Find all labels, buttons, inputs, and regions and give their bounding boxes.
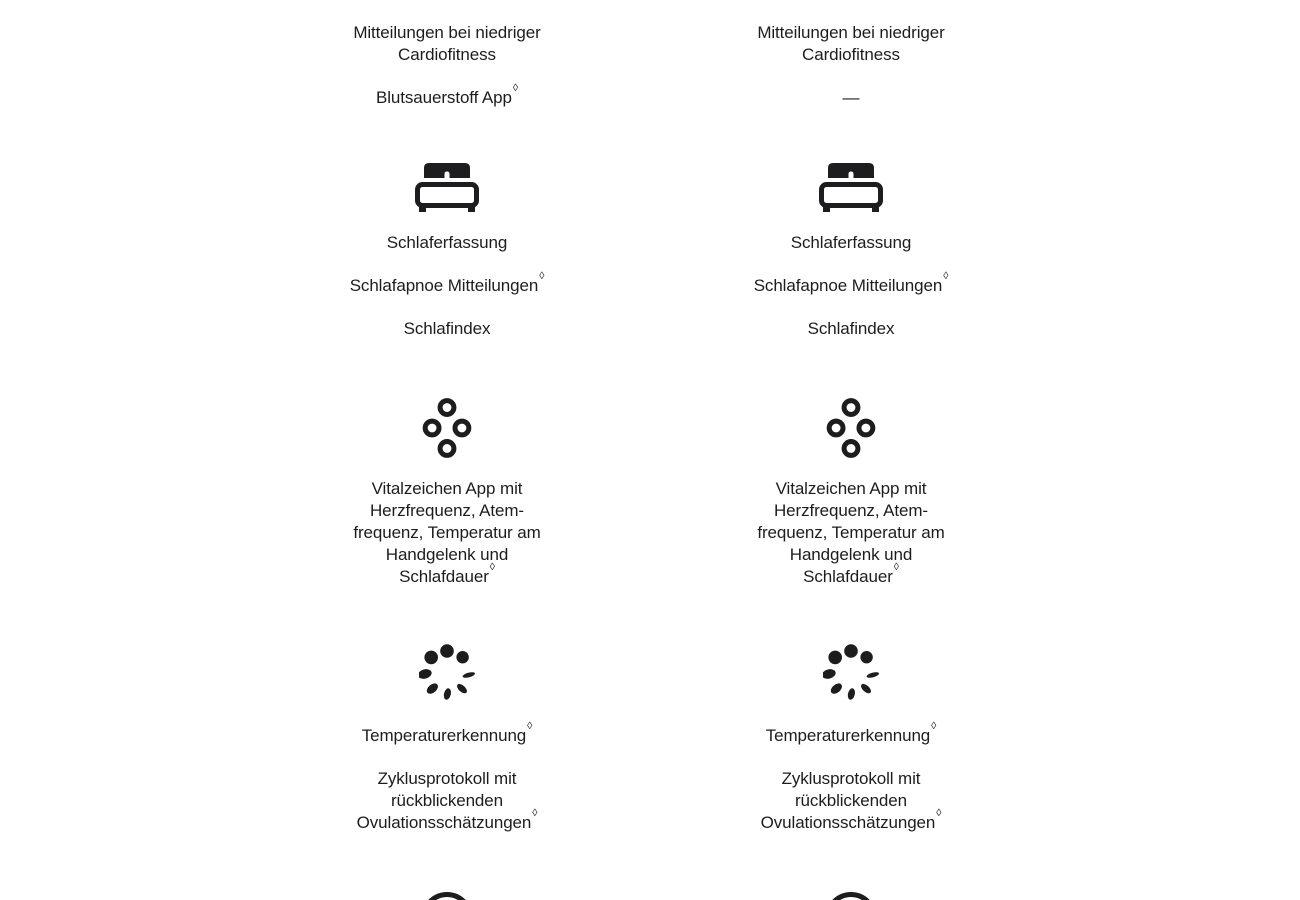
feature-sleep-tracking: Schlaferfassung [790, 233, 912, 252]
feature-temperature-sensing: Temperaturerkennung◊ [361, 720, 533, 745]
partial-circle-icon [421, 892, 473, 899]
feature-cardio-notifications: Mitteilungen bei niedriger Cardiofitness [757, 23, 945, 64]
vitals-rings-icon [422, 398, 472, 458]
feature-cycle-tracking: Zyklusprotokoll mit rückblickenden Ovulationsschätzungen◊ [760, 769, 942, 832]
feature-column-right [701, 0, 1001, 899]
feature-sleep-apnea: Schlafapnoe Mitteilungen◊ [349, 270, 545, 295]
feature-column-left [297, 0, 597, 899]
feature-sleep-tracking: Schlaferfassung [386, 233, 508, 252]
feature-sleep-apnea: Schlafapnoe Mitteilungen◊ [753, 270, 949, 295]
feature-sleep-score: Schlafindex [403, 319, 491, 338]
feature-blood-oxygen: Blutsauerstoff App◊ [376, 82, 518, 107]
vitals-rings-icon [826, 398, 876, 458]
feature-cardio-notifications: Mitteilungen bei niedriger Cardiofitness [353, 23, 541, 64]
temperature-dots-icon [419, 644, 475, 700]
bed-icon [819, 163, 883, 213]
feature-cycle-tracking: Zyklusprotokoll mit rückblickenden Ovulationsschätzungen◊ [356, 769, 538, 832]
temperature-dots-icon [823, 644, 879, 700]
feature-temperature-sensing: Temperaturerkennung◊ [765, 720, 937, 745]
feature-sleep-score: Schlafindex [807, 319, 895, 338]
feature-blood-oxygen: — [842, 88, 860, 107]
feature-vitals-app: Vitalzeichen App mit Herzfrequenz, Atem- frequenz, Temperatur am Handgelenk und Schlafdauer◊ [757, 479, 945, 586]
feature-vitals-app: Vitalzeichen App mit Herzfrequenz, Atem- frequenz, Temperatur am Handgelenk und Schlafdauer◊ [353, 479, 541, 586]
partial-circle-icon [825, 892, 877, 899]
bed-icon [415, 163, 479, 213]
